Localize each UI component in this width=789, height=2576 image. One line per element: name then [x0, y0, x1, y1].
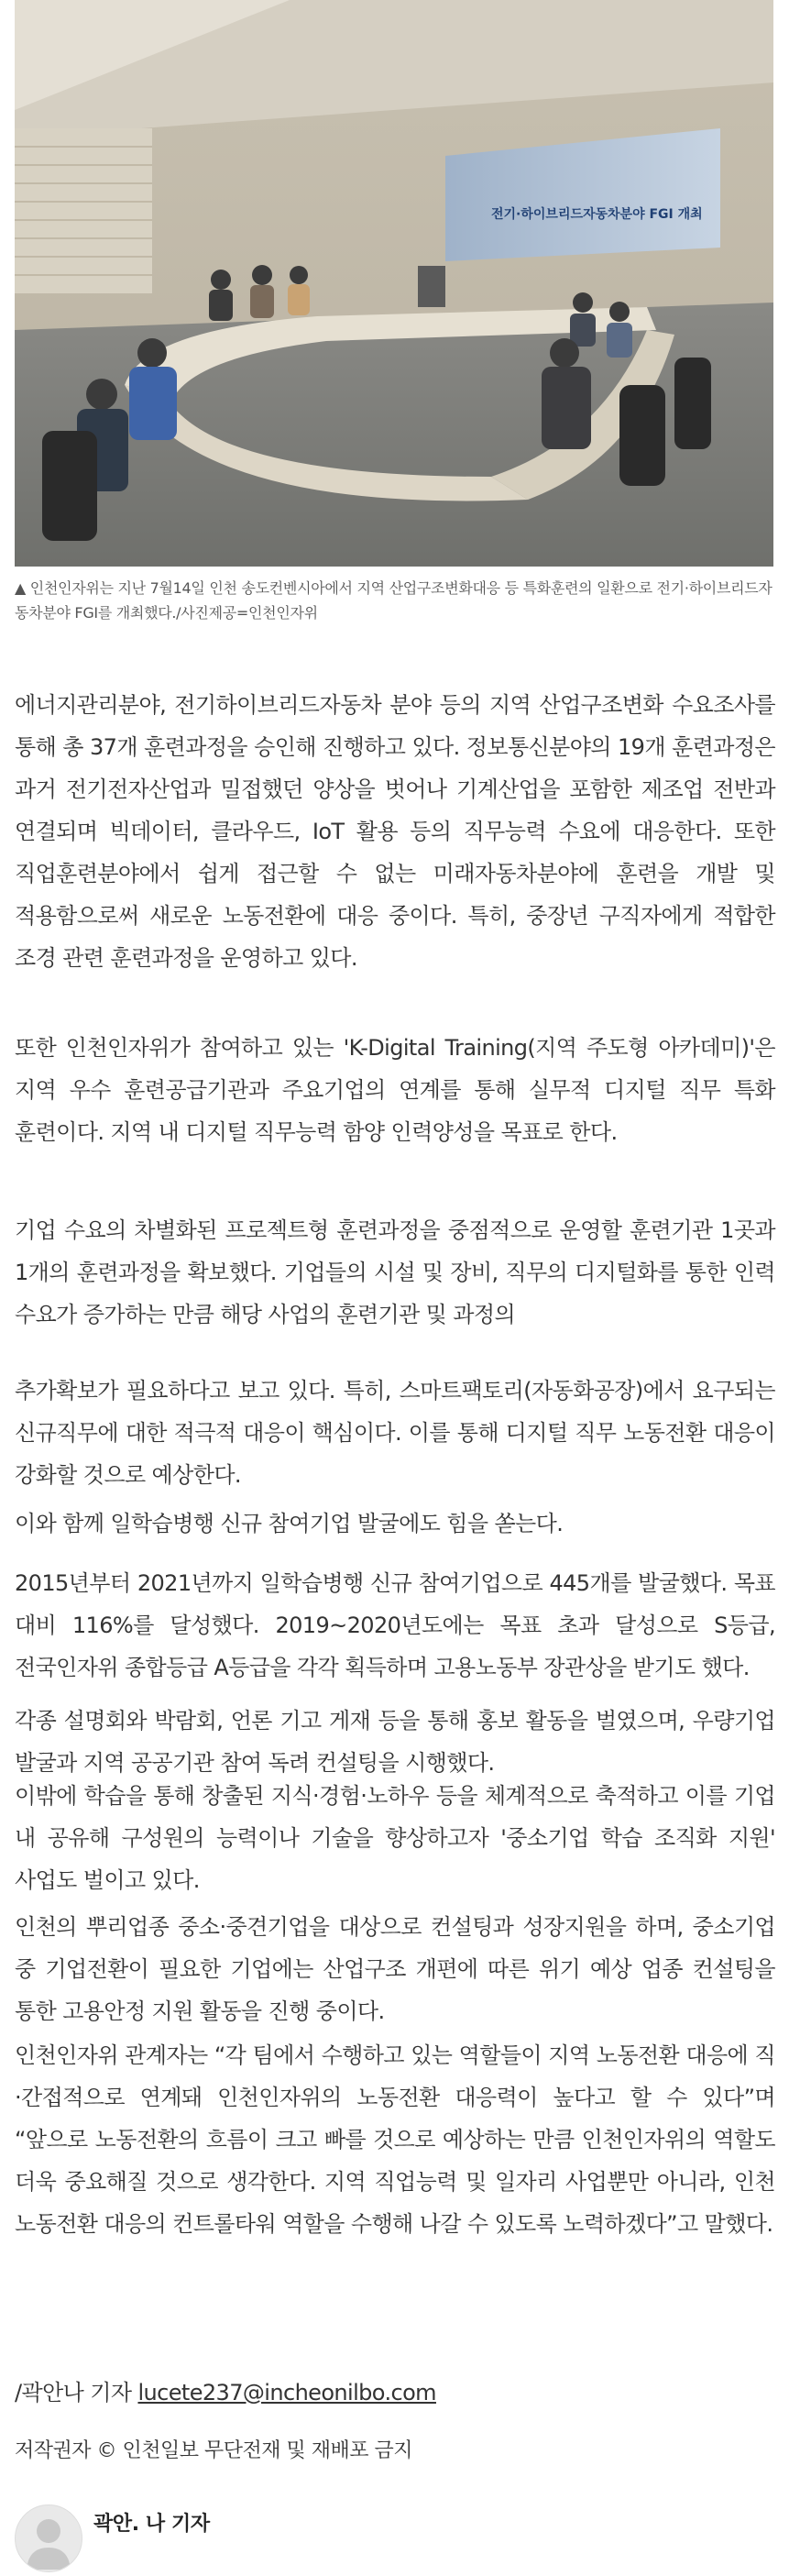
user-avatar-icon[interactable]	[15, 2504, 82, 2572]
photo-caption: ▲ 인천인자위는 지난 7월14일 인천 송도컨벤시아에서 지역 산업구조변화대응 등 특화훈련의 일환으로 전기·하이브리드자동차분야 FGI를 개최했다./사진제공=인천인자위	[15, 579, 773, 622]
article-paragraph: 이와 함께 일학습병행 신규 참여기업 발굴에도 힘을 쏟는다.	[15, 1511, 564, 1536]
article-paragraph: 또한 인천인자위가 참여하고 있는 'K-Digital Training(지역 주도형 아카데미)'은 지역 우수 훈련공급기관과 주요기업의 연계를 통해 실무적 디지털 직무 특화 훈련이다. 지역 내 디지털 직무능력 함양 인력양성을 목표로 한다.	[15, 1035, 775, 1145]
article-paragraph: 이밖에 학습을 통해 창출된 지식·경험·노하우 등을 체계적으로 축적하고 이를 기업 내 공유해 구성원의 능력이나 기술을 향상하고자 '중소기업 학습 조직화 지원' 사업도 벌이고 있다.	[15, 1783, 775, 1893]
byline-prefix: /곽안나 기자	[15, 2380, 138, 2405]
screen-banner-text: 전기·하이브리드자동차분야 FGI 개최	[491, 207, 703, 222]
article-paragraph: 각종 설명회와 박람회, 언론 기고 게재 등을 통해 홍보 활동을 벌였으며, 우량기업 발굴과 지역 공공기관 참여 독려 컨설팅을 시행했다.	[15, 1708, 775, 1776]
reporter-byline	[15, 2374, 436, 2411]
avatar-silhouette-icon	[16, 2505, 82, 2571]
article-photo	[15, 0, 773, 567]
reporter-email-link[interactable]: lucete237@incheonilbo.com	[137, 2380, 436, 2405]
article-paragraph: 2015년부터 2021년까지 일학습병행 신규 참여기업으로 445개를 발굴했다. 목표 대비 116%를 달성했다. 2019~2020년도에는 목표 초과 달성으로 S등급, 전국인자위 종합등급 A등급을 각각 획득하며 고용노동부 장관상을 받기도 했다.	[15, 1570, 775, 1680]
article-paragraph: 추가확보가 필요하다고 보고 있다. 특히, 스마트팩토리(자동화공장)에서 요구되는 신규직무에 대한 적극적 대응이 핵심이다. 이를 통해 디지털 직무 노동전환 대응이 강화할 것으로 예상한다.	[15, 1378, 775, 1488]
conference-room-photo	[15, 0, 773, 567]
author-name[interactable]: 곽안. 나 기자	[93, 2513, 210, 2536]
article-paragraph: 기업 수요의 차별화된 프로젝트형 훈련과정을 중점적으로 운영할 훈련기관 1곳과 1개의 훈련과정을 확보했다. 기업들의 시설 및 장비, 직무의 디지털화를 통한 인력 수요가 증가하는 만큼 해당 사업의 훈련기관 및 과정의	[15, 1217, 775, 1327]
author-box	[15, 2495, 775, 2576]
article-paragraph: 에너지관리분야, 전기하이브리드자동차 분야 등의 지역 산업구조변화 수요조사를 통해 총 37개 훈련과정을 승인해 진행하고 있다. 정보통신분야의 19개 훈련과정은 과거 전기전자산업과 밀접했던 양상을 벗어나 기계산업을 포함한 제조업 전반과 연결되며 빅데이터, 클라우드, IoT 활용 등의 직무능력 수요에 대응한다. 또한 직업훈련분야에서 쉽게 접근할 수 없는 미래자동차분야에 훈련을 개발 및 적용함으로써 새로운 노동전환에 대응 중이다. 특히, 중장년 구직자에게 적합한 조경 관련 훈련과정을 운영하고 있다.	[15, 692, 775, 971]
copyright-notice: 저작권자 © 인천일보 무단전재 및 재배포 금지	[15, 2439, 412, 2462]
article-paragraph: 인천인자위 관계자는 “각 팀에서 수행하고 있는 역할들이 지역 노동전환 대응에 직·간접적으로 연계돼 인천인자위의 노동전환 대응력이 높다고 할 수 있다”며 “앞으로 노동전환의 흐름이 크고 빠를 것으로 예상하는 만큼 인천인자위의 역할도 더욱 중요해질 것으로 생각한다. 지역 직업능력 및 일자리 사업뿐만 아니라, 인천 노동전환 대응의 컨트롤타워 역할을 수행해 나갈 수 있도록 노력하겠다”고 말했다.	[15, 2042, 775, 2237]
article-paragraph: 인천의 뿌리업종 중소·중견기업을 대상으로 컨설팅과 성장지원을 하며, 중소기업 중 기업전환이 필요한 기업에는 산업구조 개편에 따른 위기 예상 업종 컨설팅을 통한 고용안정 지원 활동을 진행 중이다.	[15, 1914, 775, 2024]
